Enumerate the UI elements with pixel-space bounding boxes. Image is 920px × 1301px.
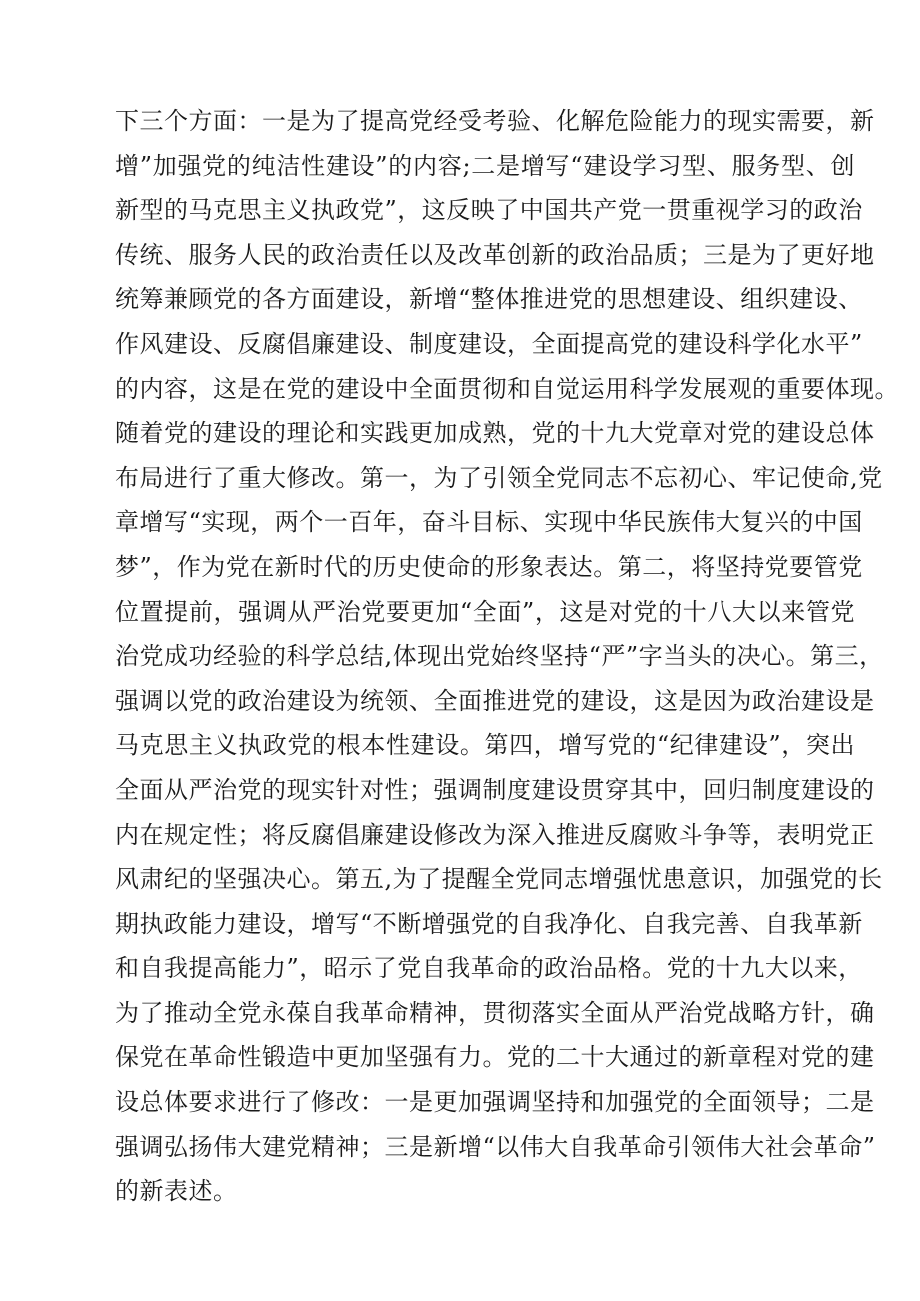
text-line: 强调弘扬伟大建党精神；三是新增“以伟大自我革命引领伟大社会革命” [115, 1132, 876, 1161]
text-line: 马克思主义执政党的根本性建设。第四，增写党的“纪律建设”，突出 [115, 731, 855, 760]
text-line: 传统、服务人民的政治责任以及改革创新的政治品质；三是为了更好地 [115, 240, 875, 269]
text-line: 设总体要求进行了修改：一是更加强调坚持和加强党的全面领导；二是 [115, 1088, 875, 1117]
text-line: 期执政能力建设，增写“不断增强党的自我净化、自我完善、自我革新 [115, 909, 863, 938]
text-line: 全面从严治党的现实针对性；强调制度建设贯穿其中，回归制度建设的 [115, 775, 875, 804]
text-line: 下三个方面：一是为了提高党经受考验、化解危险能力的现实需要，新 [115, 107, 875, 135]
text-line: 布局进行了重大修改。第一，为了引领全党同志不忘初心、牢记使命,党 [115, 463, 883, 492]
text-line: 治党成功经验的科学总结,体现出党始终坚持“严”字当头的决心。第三， [115, 642, 884, 671]
text-line: 统筹兼顾党的各方面建设，新增“整体推进党的思想建设、组织建设、 [115, 285, 863, 314]
body-paragraph [115, 99, 899, 1214]
text-line: 作风建设、反腐倡廉建设、制度建设，全面提高党的建设科学化水平” [115, 329, 863, 358]
text-line: 章增写“实现，两个一百年，奋斗目标、实现中华民族伟大复兴的中国 [115, 508, 863, 537]
text-line: 增”加强党的纯洁性建设”的内容;二是增写“建设学习型、服务型、创 [115, 151, 855, 180]
text-line: 风肃纪的坚强决心。第五,为了提醒全党同志增强忧患意识，加强党的长 [115, 865, 883, 894]
text-line: 的新表述。 [115, 1177, 238, 1206]
text-line: 为了推动全党永葆自我革命精神，贯彻落实全面从严治党战略方针，确 [115, 998, 875, 1027]
text-line: 随着党的建设的理论和实践更加成熟，党的十九大党章对党的建设总体 [115, 419, 875, 448]
text-line: 内在规定性；将反腐倡廉建设修改为深入推进反腐败斗争等，表明党正 [115, 820, 875, 849]
text-line: 保党在革命性锻造中更加坚强有力。党的二十大通过的新章程对党的建 [115, 1043, 875, 1072]
text-line: 和自我提高能力”，昭示了党自我革命的政治品格。党的十九大以来， [115, 954, 863, 983]
text-line: 位置提前，强调从严治党要更加“全面”，这是对党的十八大以来管党 [115, 597, 855, 626]
text-line: 梦”，作为党在新时代的历史使命的形象表达。第二，将坚持党要管党 [115, 552, 863, 581]
text-line: 的内容，这是在党的建设中全面贯彻和自觉运用科学发展观的重要体现。 [115, 374, 899, 403]
text-line: 强调以党的政治建设为统领、全面推进党的建设，这是因为政治建设是 [115, 686, 875, 715]
text-line: 新型的马克思主义执政党”，这反映了中国共产党一贯重视学习的政治 [115, 196, 863, 225]
